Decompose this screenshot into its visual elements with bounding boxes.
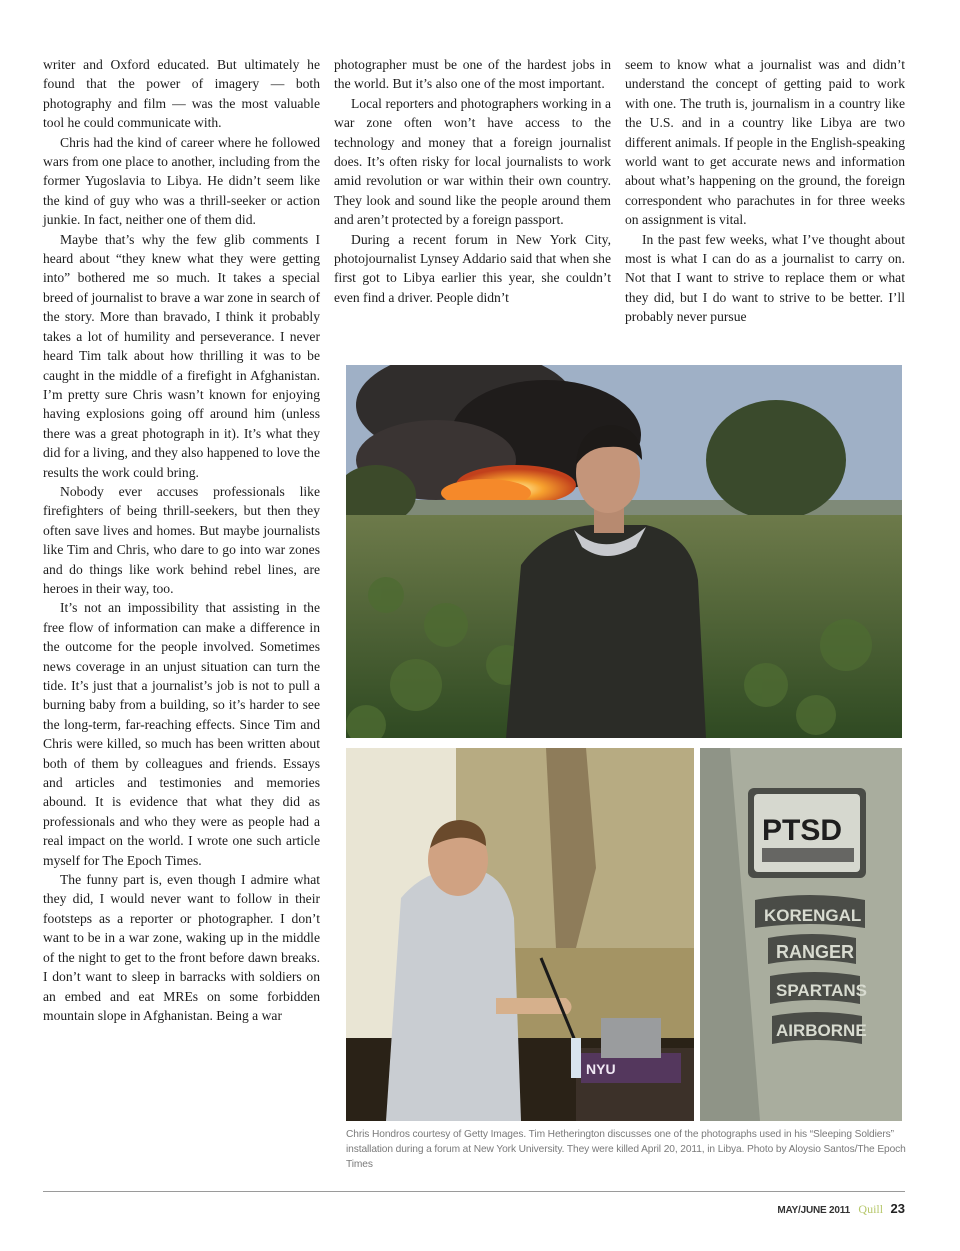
- badge-korengal: KORENGAL: [764, 906, 862, 925]
- issue-date: MAY/JUNE 2011: [777, 1205, 850, 1216]
- paragraph: Maybe that’s why the few glib comments I heard about “they knew what they were getting into” bothered me so much. It takes a special breed of journalist to brave a war zone in search of the story. More than bravado, I think it probably takes a lot of humility and perseverance. I never heard Tim talk about how thrilling it was to be caught in the middle of a firefight in Afghanistan. I’m pretty sure Chris wasn’t known for enjoying having explosions going off around him (unless there was a great photograph in it). It’s what they did for a living, and they also happened to love the results the work could bring.: [43, 231, 320, 480]
- badge-ranger: RANGER: [776, 942, 855, 962]
- photo-patches: [700, 748, 902, 1121]
- paragraph: writer and Oxford educated. But ultimately he found that the power of imagery — both photography and film — was the most valuable tool he could communicate with.: [43, 57, 320, 131]
- photo-caption: Chris Hondros courtesy of Getty Images. Tim Hetherington discusses one of the photographs used in his “Sleeping Soldiers” installation during a forum at New York University. They were killed April 20, 2011, in Libya. Photo by Aloysio Santos/The Epoch Times: [346, 1129, 906, 1170]
- paragraph: Chris had the kind of career where he followed wars from one place to another, including from the former Yugoslavia to Libya. He didn’t seem like the kind of guy who was a thrill-seeker or action junkie. In fact, neither one of them did.: [43, 134, 320, 228]
- photo-illustration: [346, 748, 694, 1121]
- paragraph: In the past few weeks, what I’ve thought about most is what I can do as a journalist to carry on. Not that I want to strive to replace them or what they did, but I do want to strive to be better. I’ll probably never pursue: [625, 231, 905, 325]
- page-footer: [777, 1200, 905, 1218]
- photo-chris-hondros: [346, 365, 902, 738]
- footer-divider: [43, 1191, 905, 1192]
- magazine-logo: Quill: [858, 1202, 884, 1216]
- paragraph: It’s not an impossibility that assisting in the free flow of information can make a difference in the outcome for the people involved. Sometimes news coverage in an unjust situation can turn the tide. It’s just that a journalist’s job is not to pull a burning baby from a building, so it’s harder to see the long-term, far-reaching effects. Since Tim and Chris were killed, so much has been written about both of them by colleagues and friends. Essays and articles and testimonies and memories abound. It is evidence that what they did as professionals and who they were as people had a real impact on the world. I wrote one such article myself for The Epoch Times.: [43, 600, 320, 868]
- badge-ptsd: PTSD: [762, 814, 843, 847]
- badge-airborne: AIRBORNE: [776, 1021, 867, 1040]
- photo-tim-hetherington: [346, 748, 694, 1121]
- page-number: 23: [890, 1201, 905, 1216]
- paragraph: During a recent forum in New York City, photojournalist Lynsey Addario said that when she first got to Libya earlier this year, she couldn’t even find a driver. People didn’t: [334, 231, 611, 305]
- paragraph: Local reporters and photographers working in a war zone often won’t have access to the technology and money that a foreign journalist does. It’s often risky for local journalists to work amid revolution or war within their own country. They look and sound like the people around them and aren’t protected by a foreign passport.: [334, 95, 611, 228]
- paragraph: Nobody ever accuses professionals like firefighters of being thrill-seekers, but then they often save lives and homes. But maybe journalists like Tim and Chris, who dare to go into war zones and do things like work behind rebel lines, are heroes in their way, too.: [43, 483, 320, 596]
- paragraph: photographer must be one of the hardest jobs in the world. But it’s also one of the most important.: [334, 57, 611, 92]
- article-column-2: [334, 55, 611, 307]
- paragraph: The funny part is, even though I admire what they did, I would never want to follow in their footsteps as a reporter or photographer. I don’t want to be in a war zone, waking up in the middle of the night to get to the front before dawn breaks. I don’t want to sleep in barracks with soldiers on an embed and eat MREs on some forbidden mountain slope in Afghanistan. Being a war: [43, 872, 320, 1023]
- photo-illustration: [346, 365, 902, 738]
- paragraph: seem to know what a journalist was and didn’t understand the concept of getting paid to work with one. The truth is, journalism in a country like the U.S. and in a country like Libya are two different animals. If people in the English-speaking world want to get accurate news and information about what’s happening on the ground, the foreign correspondent who parachutes in for three weeks on assignment is vital.: [625, 57, 905, 228]
- badge-spartans: SPARTANS: [776, 981, 867, 1000]
- article-column-1: [43, 55, 320, 1025]
- photo-illustration: [700, 748, 902, 1121]
- article-column-3: [625, 55, 905, 327]
- podium-logo: NYU: [586, 1061, 616, 1077]
